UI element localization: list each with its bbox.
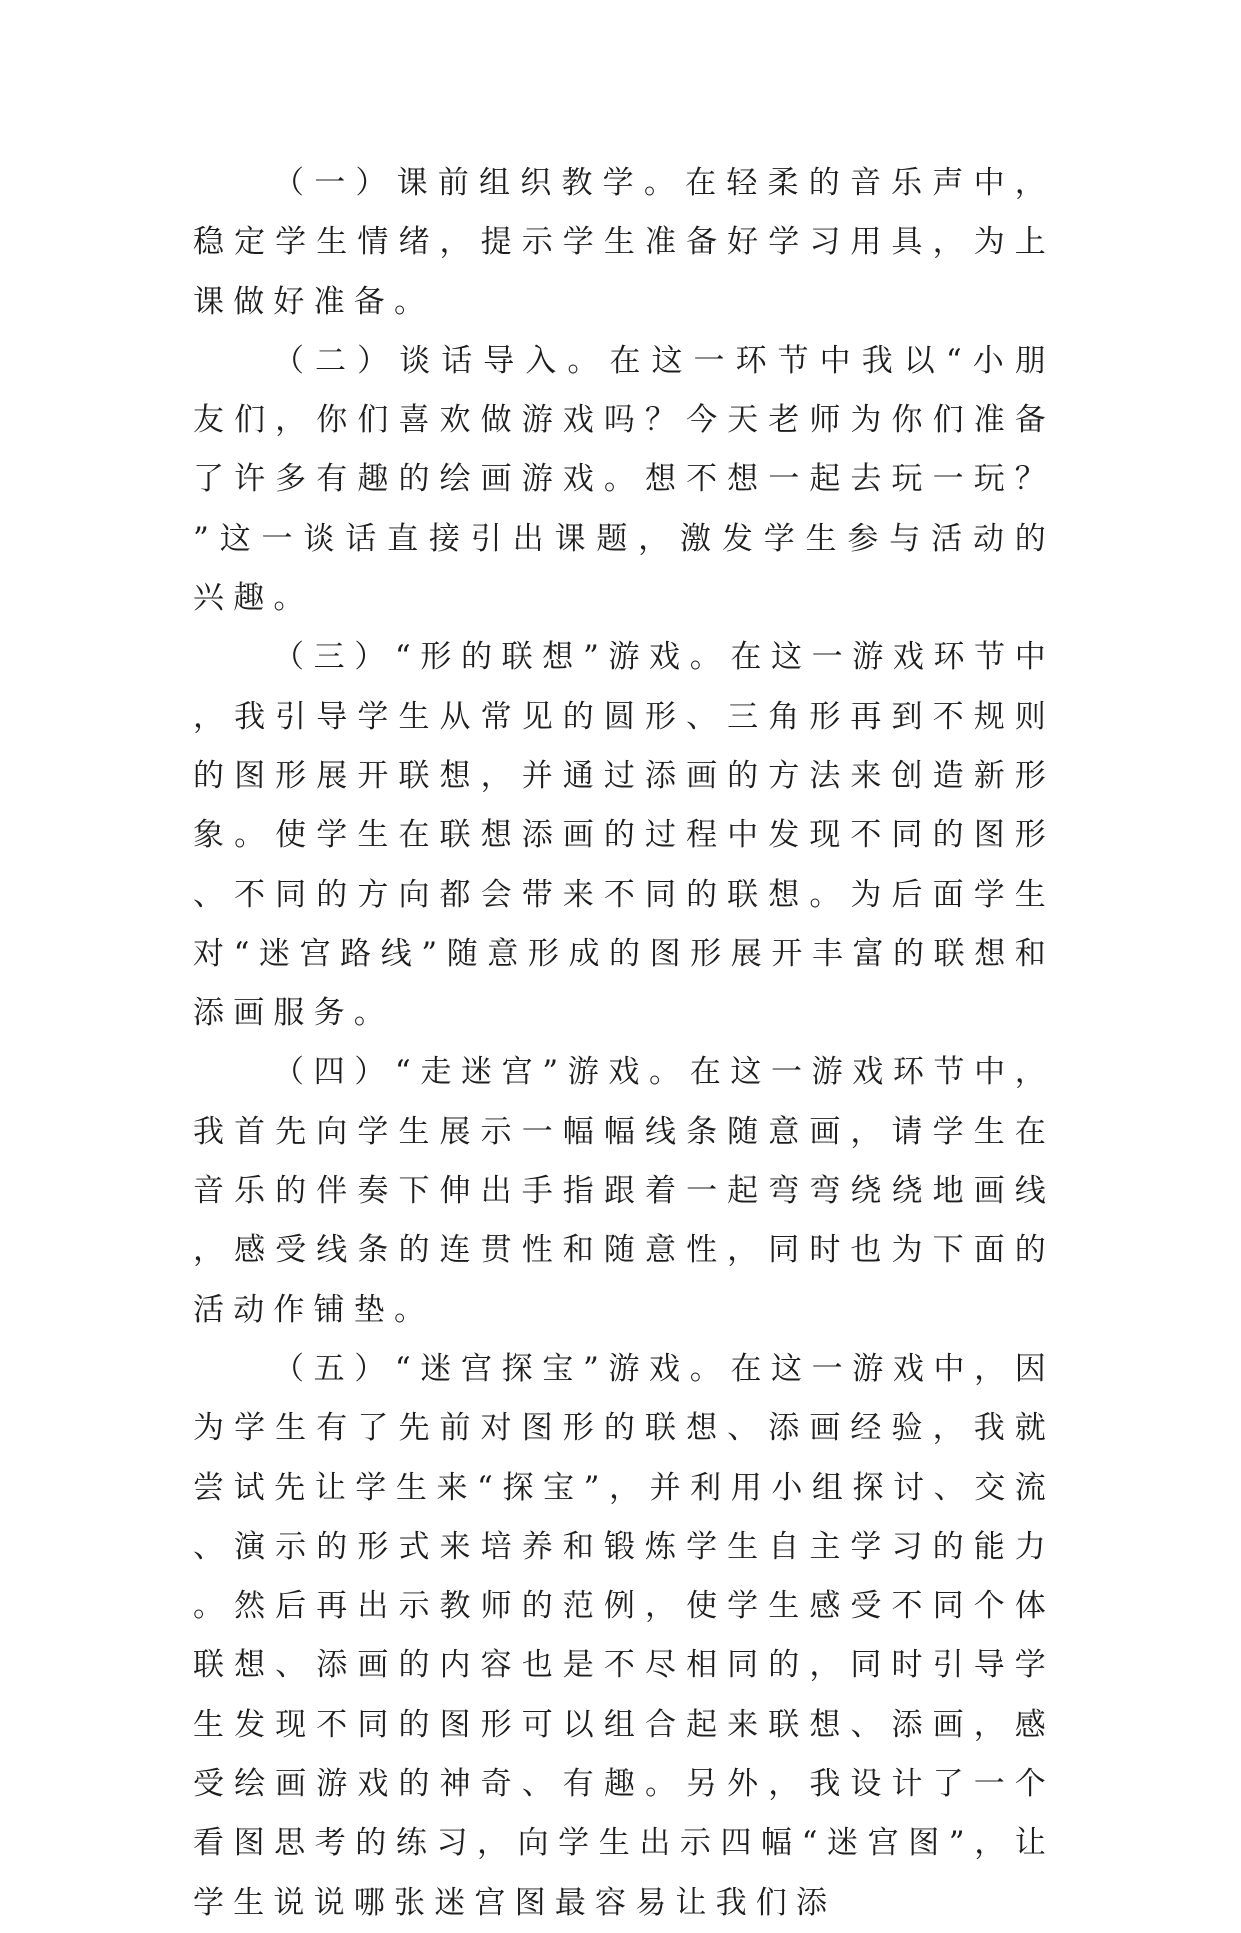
paragraph-3: （三）“形的联想”游戏。在这一游戏环节中，我引导学生从常见的圆形、三角形再到不规则的图形展开联想，并通过添画的方法来创造新形象。使学生在联想添画的过程中发现不同的图形、不同的方向都会带来不同的联想。为后面学生对“迷宫路线”随意形成的图形展开丰富的联想和添画服务。 — [193, 639, 1055, 1032]
paragraph-5: （五）“迷宫探宝”游戏。在这一游戏中，因为学生有了先前对图形的联想、添画经验，我就尝试先让学生来“探宝”，并利用小组探讨、交流、演示的形式来培养和锻炼学生自主学习的能力。然后再出示教师的范例，使学生感受不同个体联想、添画的内容也是不尽相同的，同时引导学生发现不同的图形可以组合起来联想、添画，感受绘画游戏的神奇、有趣。另外，我设计了一个看图思考的练习，向学生出示四幅“迷宫图”，让学生说说哪张迷宫图最容易让我们添 — [193, 1350, 1055, 1921]
paragraph-4: （四）“走迷宫”游戏。在这一游戏环节中，我首先向学生展示一幅幅线条随意画，请学生在音乐的伴奏下伸出手指跟着一起弯弯绕绕地画线，感受线条的连贯性和随意性，同时也为下面的活动作铺垫。 — [193, 1054, 1055, 1328]
paragraph-2: （二）谈话导入。在这一环节中我以“小朋友们，你们喜欢做游戏吗？今天老师为你们准备了许多有趣的绘画游戏。想不想一起去玩一玩？”这一谈话直接引出课题，激发学生参与活动的兴趣。 — [193, 342, 1055, 617]
document-body — [193, 154, 1055, 1933]
paragraph-1: （一）课前组织教学。在轻柔的音乐声中，稳定学生情绪，提示学生准备好学习用具，为上课做好准备。 — [193, 165, 1055, 320]
